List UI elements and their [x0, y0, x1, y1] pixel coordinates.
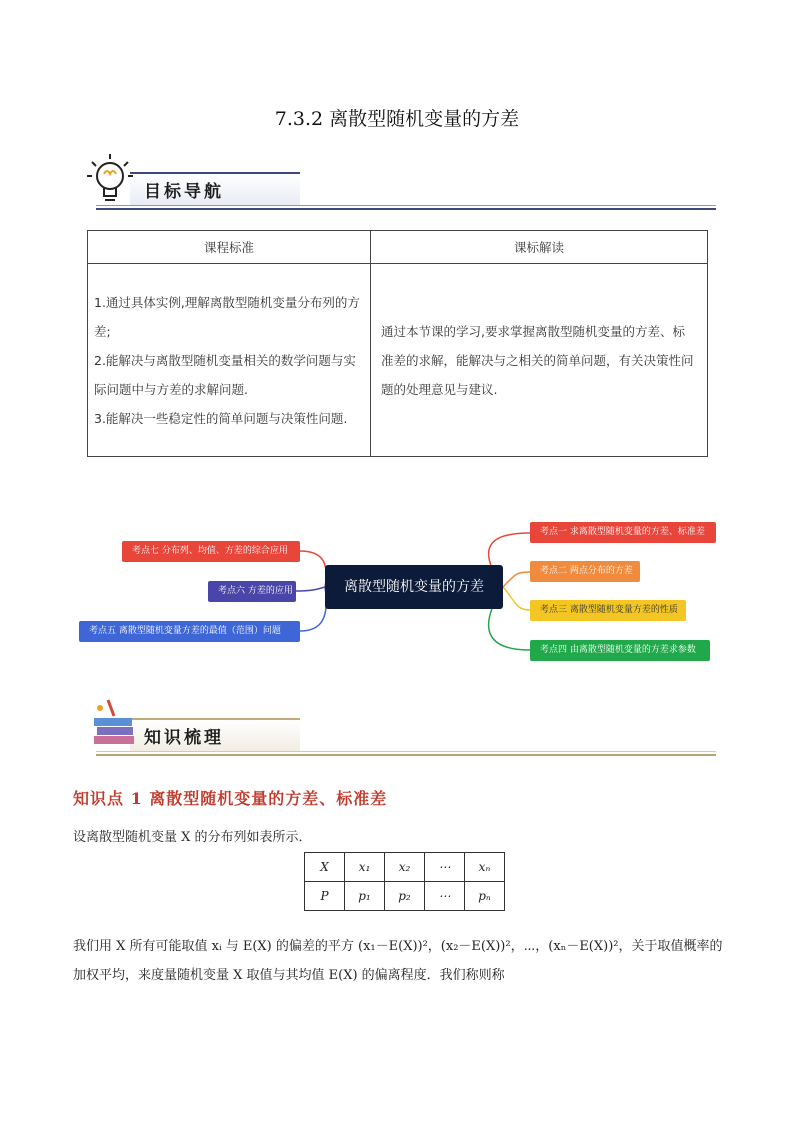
section-banner-goals	[84, 150, 716, 210]
knowledge-point-title: 知识点 1 离散型随机变量的方差、标准差	[73, 789, 388, 808]
goal-table	[87, 230, 708, 457]
mindmap-center-node: 离散型随机变量的方差	[325, 565, 503, 609]
mindmap-node-right-1: 考点一 求离散型随机变量的方差、标准差	[530, 522, 716, 543]
mindmap-node-right-4: 考点四 由离散型随机变量的方差求参数	[530, 640, 710, 661]
mindmap-node-left-6: 考点六 方差的应用	[208, 581, 296, 602]
dist-cell: P	[305, 882, 345, 911]
dist-cell: x₁	[345, 853, 385, 882]
dist-cell: xₙ	[465, 853, 505, 882]
mindmap-node-right-3: 考点三 离散型随机变量方差的性质	[530, 600, 686, 621]
table-header-standards: 课程标准	[88, 231, 371, 264]
banner-label: 知识梳理	[144, 728, 224, 748]
interpretation-cell: 通过本节课的学习,要求掌握离散型随机变量的方差、标准差的求解，能解决与之相关的简单问题，有关决策性问题的处理意见与建议.	[371, 264, 708, 457]
intro-text: 设离散型随机变量 X 的分布列如表所示．	[73, 830, 312, 845]
mindmap-node-right-2: 考点二 两点分布的方差	[530, 561, 640, 582]
table-header-interpretation: 课标解读	[371, 231, 708, 264]
dist-cell: p₁	[345, 882, 385, 911]
distribution-table	[304, 852, 505, 911]
dist-cell: X	[305, 853, 345, 882]
page-title: 7.3.2 离散型随机变量的方差	[274, 108, 520, 130]
body-paragraph: 我们用 X 所有可能取值 xᵢ 与 E(X) 的偏差的平方 (x₁－E(X))²，(x₂－E(X))²，⋯，(xₙ－E(X))²，关于取值概率的加权平均，来度量随机变量 X 取值与其均值 E(X) 的偏离程度．我们称则称	[73, 939, 723, 983]
dist-cell: ⋯	[425, 882, 465, 911]
mindmap-node-left-7: 考点七 分布列、均值、方差的综合应用	[122, 541, 300, 562]
dist-cell: p₂	[385, 882, 425, 911]
standards-cell: 1.通过具体实例,理解离散型随机变量分布列的方差; 2.能解决与离散型随机变量相关的数学问题与实际问题中与方差的求解问题. 3.能解决一些稳定性的简单问题与决策性问题.	[88, 264, 371, 457]
lightbulb-icon	[84, 150, 136, 210]
section-banner-knowledge	[84, 696, 716, 756]
dist-cell: x₂	[385, 853, 425, 882]
banner-label: 目标导航	[144, 182, 224, 202]
books-icon	[88, 696, 140, 756]
dist-cell: ⋯	[425, 853, 465, 882]
dist-cell: pₙ	[465, 882, 505, 911]
mindmap-node-left-5: 考点五 离散型随机变量方差的最值（范围）问题	[79, 621, 300, 642]
